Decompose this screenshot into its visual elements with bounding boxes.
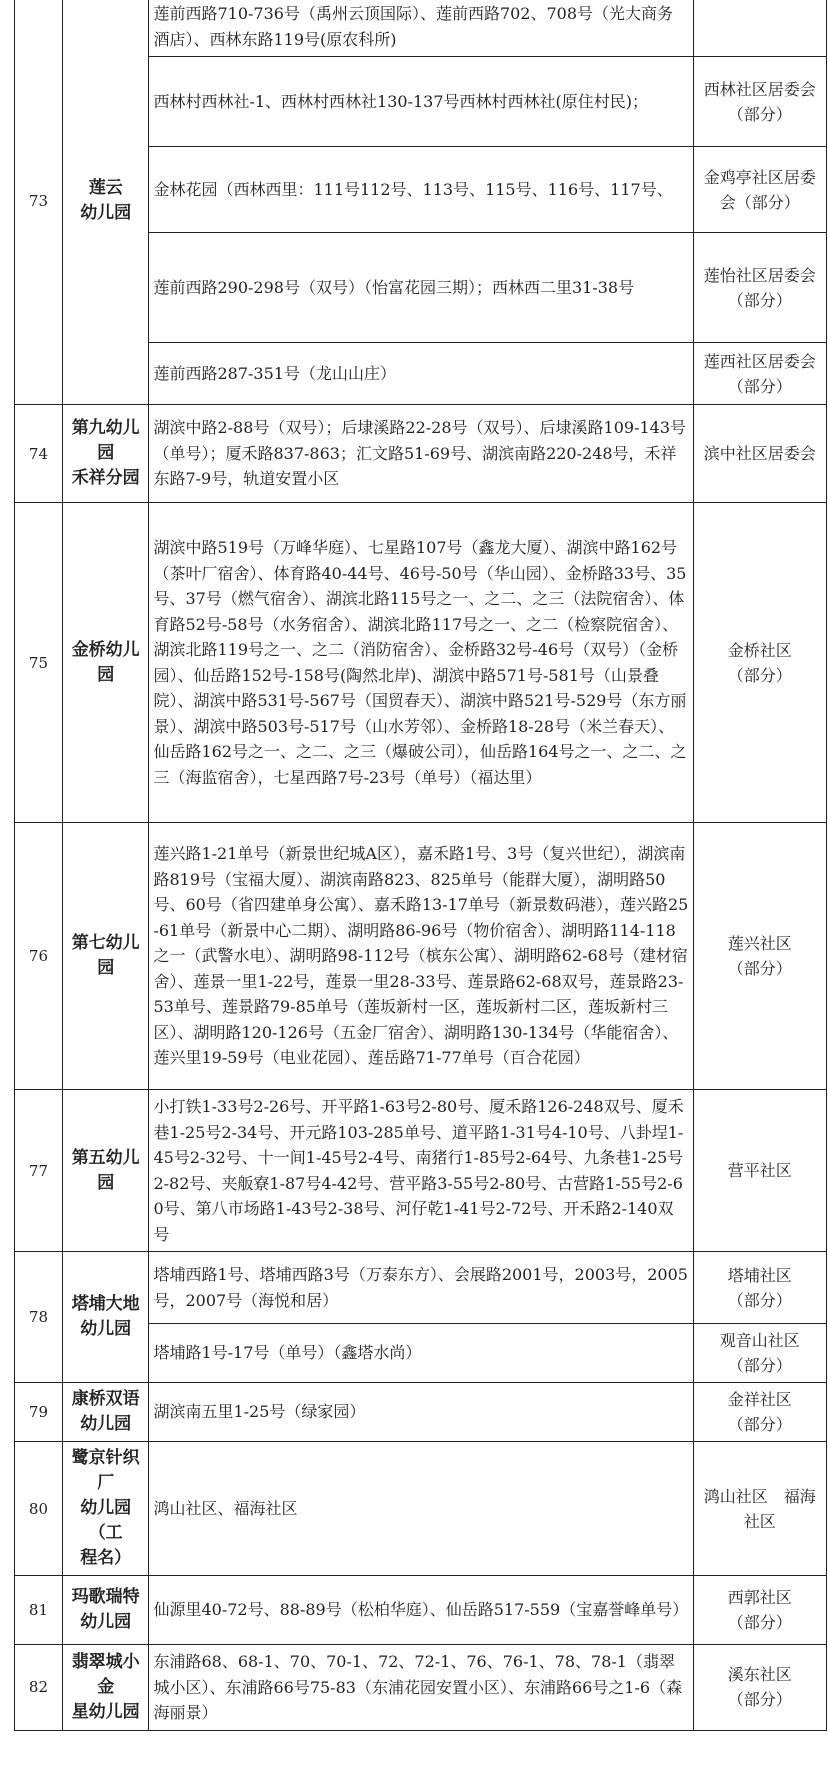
table-row xyxy=(15,1383,827,1442)
enrollment-area: 湖滨中路2-88号（双号）；后埭溪路22-28号（双号）、后埭溪路109-143号（单号）；厦禾路837-863；汇文路51-69号、湖滨南路220-248号，禾祥东路7-9号，轨道安置小区 xyxy=(149,405,693,503)
table-row xyxy=(15,1252,827,1324)
kindergarten-name: 第五幼儿 园 xyxy=(62,1090,149,1252)
kindergarten-name: 第九幼儿园 禾祥分园 xyxy=(62,405,149,503)
enrollment-area: 湖滨中路519号（万峰华庭）、七星路107号（鑫龙大厦）、湖滨中路162号（茶叶厂宿舍）、体育路40-44号、46号-50号（华山园）、金桥路33号、35号、37号（燃气宿舍）、湖滨北路115号之一、之二、之三（法院宿舍）、体育路52号-58号（水务宿舍）、湖滨北路117号之一、之二（检察院宿舍）、湖滨北路119号之一、之二（消防宿舍）、金桥路32号-46号（双号）（金桥园）、仙岳路152号-158号(陶然北岸)、湖滨中路571号-581号（山景叠院）、湖滨中路531号-567号（国贸春天）、湖滨中路521号-529号（东方丽景）、湖滨中路503号-517号（山水芳邻）、金桥路18-28号（米兰春天）、仙岳路162号之一、之二、之三（爆破公司），仙岳路164号之一、之二、之三（海监宿舍），七星西路7号-23号（单号）（福达里） xyxy=(149,503,693,823)
enrollment-area: 金林花园（西林西里：111号112号、113号、115号、116号、117号、 xyxy=(149,147,693,233)
row-number: 78 xyxy=(15,1252,63,1383)
allocation-table xyxy=(14,0,827,1731)
table-row xyxy=(15,405,827,503)
kindergarten-name: 莲云 幼儿园 xyxy=(62,0,149,405)
community-name: 溪东社区 （部分） xyxy=(693,1645,826,1731)
row-number: 77 xyxy=(15,1090,63,1252)
kindergarten-name: 塔埔大地 幼儿园 xyxy=(62,1252,149,1383)
community-name: 金桥社区 （部分） xyxy=(693,503,826,823)
enrollment-area: 塔埔西路1号、塔埔西路3号（万泰东方）、会展路2001号，2003号，2005号，2007号（海悦和居） xyxy=(149,1252,693,1324)
enrollment-area: 湖滨南五里1-25号（绿家园） xyxy=(149,1383,693,1442)
community-name: 金鸡亭社区居委会（部分） xyxy=(693,147,826,233)
community-name xyxy=(693,0,826,57)
community-name: 观音山社区 （部分） xyxy=(693,1324,826,1383)
community-name: 西郭社区 （部分） xyxy=(693,1576,826,1645)
kindergarten-name: 鹭京针织厂 幼儿园（工 程名） xyxy=(62,1442,149,1576)
row-number: 73 xyxy=(15,0,63,405)
kindergarten-name: 第七幼儿 园 xyxy=(62,823,149,1090)
community-name: 塔埔社区 （部分） xyxy=(693,1252,826,1324)
table-row xyxy=(15,1576,827,1645)
community-name: 鸿山社区 福海社区 xyxy=(693,1442,826,1576)
table-row xyxy=(15,823,827,1090)
community-name: 莲西社区居委会（部分） xyxy=(693,343,826,405)
kindergarten-name: 金桥幼儿 园 xyxy=(62,503,149,823)
row-number: 80 xyxy=(15,1442,63,1576)
enrollment-area: 西林村西林社-1、西林村西林社130-137号西林村西林社(原住村民)； xyxy=(149,57,693,147)
row-number: 75 xyxy=(15,503,63,823)
row-number: 76 xyxy=(15,823,63,1090)
community-name: 滨中社区居委会 xyxy=(693,405,826,503)
enrollment-area: 塔埔路1号-17号（单号）（鑫塔水尚） xyxy=(149,1324,693,1383)
table-row xyxy=(15,1090,827,1252)
row-number: 79 xyxy=(15,1383,63,1442)
enrollment-area: 莲前西路290-298号（双号）（怡富花园三期）；西林西二里31-38号 xyxy=(149,233,693,343)
enrollment-area: 鸿山社区、福海社区 xyxy=(149,1442,693,1576)
kindergarten-name: 翡翠城小金 星幼儿园 xyxy=(62,1645,149,1731)
enrollment-area: 小打铁1-33号2-26号、开平路1-63号2-80号、厦禾路126-248双号、厦禾巷1-25号2-34号、开元路103-285单号、道平路1-31号4-10号、八卦埕1-45号2-32号、十一间1-45号2-4号、南猪行1-85号2-64号、九条巷1-25号2-82号、夹舨寮1-87号4-42号、营平路3-55号2-80号、古营路1-55号2-60号、第八市场路1-43号2-38号、河仔乾1-41号2-72号、开禾路2-140双号 xyxy=(149,1090,693,1252)
enrollment-area: 莲前西路287-351号（龙山山庄） xyxy=(149,343,693,405)
row-number: 74 xyxy=(15,405,63,503)
kindergarten-name: 玛歌瑞特 幼儿园 xyxy=(62,1576,149,1645)
community-name: 莲兴社区 （部分） xyxy=(693,823,826,1090)
community-name: 西林社区居委会（部分） xyxy=(693,57,826,147)
community-name: 莲怡社区居委会（部分） xyxy=(693,233,826,343)
row-number: 81 xyxy=(15,1576,63,1645)
enrollment-area: 莲兴路1-21单号（新景世纪城A区），嘉禾路1号、3号（复兴世纪），湖滨南路819号（宝福大厦）、湖滨南路823、825单号（能群大厦），湖明路50号、60号（省四建单身公寓）、嘉禾路13-17单号（新景数码港），莲兴路25-61单号（新景中心二期）、湖明路86-96号（物价宿舍）、湖明路114-118之一（武警水电）、湖明路98-112号（槟东公寓）、湖明路62-68号（建材宿舍）、莲景一里1-22号，莲景一里28-33号、莲景路62-68双号，莲景路23-53单号、莲景路79-85单号（莲坂新村一区，莲坂新村二区，莲坂新村三区）、湖明路120-126号（五金厂宿舍）、湖明路130-134号（华能宿舍）、莲兴里19-59号（电业花园）、莲岳路71-77单号（百合花园） xyxy=(149,823,693,1090)
enrollment-area: 仙源里40-72号、88-89号（松柏华庭）、仙岳路517-559（宝嘉誉峰单号） xyxy=(149,1576,693,1645)
table-row xyxy=(15,503,827,823)
table-row xyxy=(15,1645,827,1731)
table-row xyxy=(15,1442,827,1576)
community-name: 金祥社区 （部分） xyxy=(693,1383,826,1442)
community-name: 营平社区 xyxy=(693,1090,826,1252)
enrollment-area: 莲前西路710-736号（禹州云顶国际）、莲前西路702、708号（光大商务酒店）、西林东路119号(原农科所) xyxy=(149,0,693,57)
enrollment-area: 东浦路68、68-1、70、70-1、72、72-1、76、76-1、78、78-1（翡翠城小区）、东浦路66号75-83（东浦花园安置小区）、东浦路66号之1-6（森海丽景） xyxy=(149,1645,693,1731)
table-row xyxy=(15,0,827,57)
row-number: 82 xyxy=(15,1645,63,1731)
kindergarten-name: 康桥双语 幼儿园 xyxy=(62,1383,149,1442)
